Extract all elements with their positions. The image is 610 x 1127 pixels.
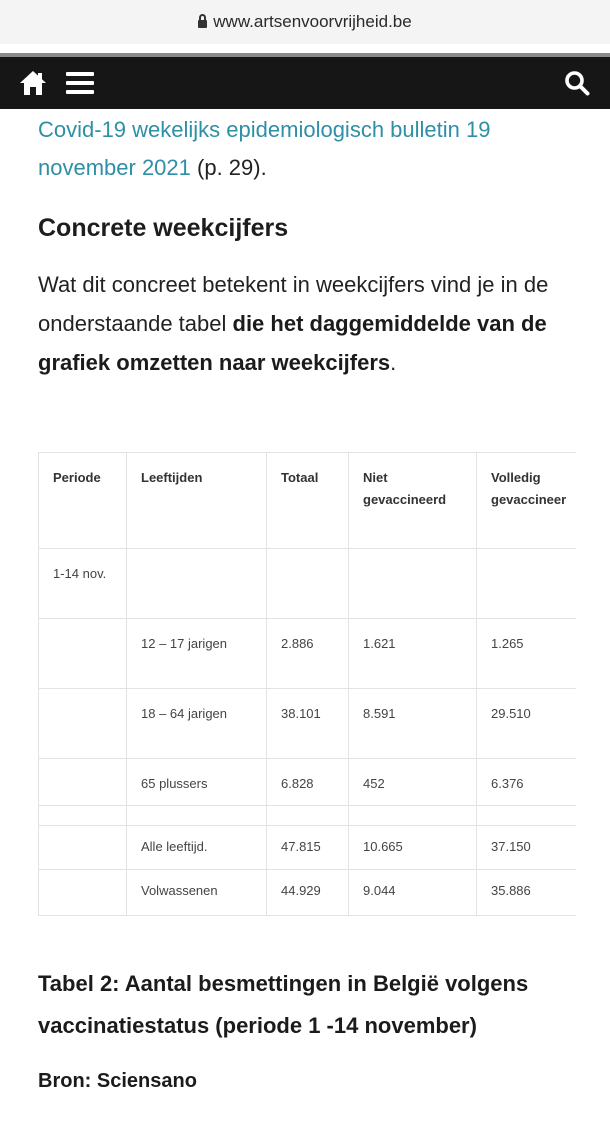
intro-text: Wat dit concreet betekent in weekcijfers vind je in de onderstaande tabel (38, 272, 549, 336)
col-header-totaal: Totaal (267, 453, 349, 549)
table-cell (349, 549, 477, 619)
table-row (39, 826, 577, 870)
table-cell (39, 826, 127, 870)
intro-bold-text: die het daggemiddelde van de grafiek omzetten naar weekcijfers (38, 311, 547, 375)
age-cell: 12 – 17 jarigen (127, 619, 267, 689)
table-cell (39, 759, 127, 806)
vaccinated-cell: 37.150 (477, 826, 577, 870)
total-cell: 44.929 (267, 870, 349, 916)
table-spacer-row (39, 806, 577, 826)
source-credit: Bron: Sciensano (38, 1070, 197, 1092)
vaccinated-cell: 1.265 (477, 619, 577, 689)
unvaccinated-cell: 9.044 (349, 870, 477, 916)
age-cell: Volwassenen (127, 870, 267, 916)
age-cell: Alle leeftijd. (127, 826, 267, 870)
url-text: www.artsenvoorvrijheid.be (213, 12, 412, 31)
table-row (39, 549, 577, 619)
table-cell (477, 549, 577, 619)
vaccinated-cell: 29.510 (477, 689, 577, 759)
total-cell: 47.815 (267, 826, 349, 870)
total-cell: 6.828 (267, 759, 349, 806)
age-cell: 18 – 64 jarigen (127, 689, 267, 759)
vaccinated-cell: 35.886 (477, 870, 577, 916)
table-row (39, 759, 577, 806)
section-heading: Concrete weekcijfers (38, 214, 289, 242)
table-row (39, 619, 577, 689)
table-scroll-container[interactable] (38, 452, 576, 916)
unvaccinated-cell: 8.591 (349, 689, 477, 759)
hamburger-menu-icon[interactable] (66, 68, 94, 98)
table-header-row (39, 453, 577, 549)
source-page: (p. 29). (190, 155, 267, 180)
unvaccinated-cell: 1.621 (349, 619, 477, 689)
col-header-niet-gevaccineerd: Niet gevaccineerd (349, 453, 477, 549)
lock-icon (198, 20, 207, 28)
search-icon[interactable] (562, 68, 592, 98)
article-content (38, 109, 578, 382)
unvaccinated-cell: 452 (349, 759, 477, 806)
intro-end: . (390, 350, 397, 375)
browser-url-bar[interactable] (0, 0, 610, 44)
infections-table (38, 452, 576, 916)
col-header-leeftijden: Leeftijden (127, 453, 267, 549)
total-cell: 38.101 (267, 689, 349, 759)
vaccinated-cell: 6.376 (477, 759, 577, 806)
table-cell (39, 689, 127, 759)
period-cell: 1-14 nov. (39, 549, 127, 619)
table-caption: Tabel 2: Aantal besmettingen in België volgens vaccinatiestatus (periode 1 -14 november) (38, 971, 529, 1038)
table-cell (267, 549, 349, 619)
unvaccinated-cell: 10.665 (349, 826, 477, 870)
table-row (39, 689, 577, 759)
col-header-volledig-gevaccineerd: Volledig gevaccineer (477, 453, 577, 549)
intro-paragraph (38, 265, 578, 382)
table-row (39, 870, 577, 916)
table-cell (39, 870, 127, 916)
table-cell (39, 619, 127, 689)
total-cell: 2.886 (267, 619, 349, 689)
col-header-periode: Periode (39, 453, 127, 549)
site-navbar (0, 53, 610, 109)
bulletin-link[interactable]: Covid-19 wekelijks epidemiologisch bulletin 19 november 2021 (38, 117, 491, 180)
table-cell (127, 549, 267, 619)
home-icon[interactable] (18, 68, 48, 98)
source-paragraph (38, 111, 578, 187)
age-cell: 65 plussers (127, 759, 267, 806)
